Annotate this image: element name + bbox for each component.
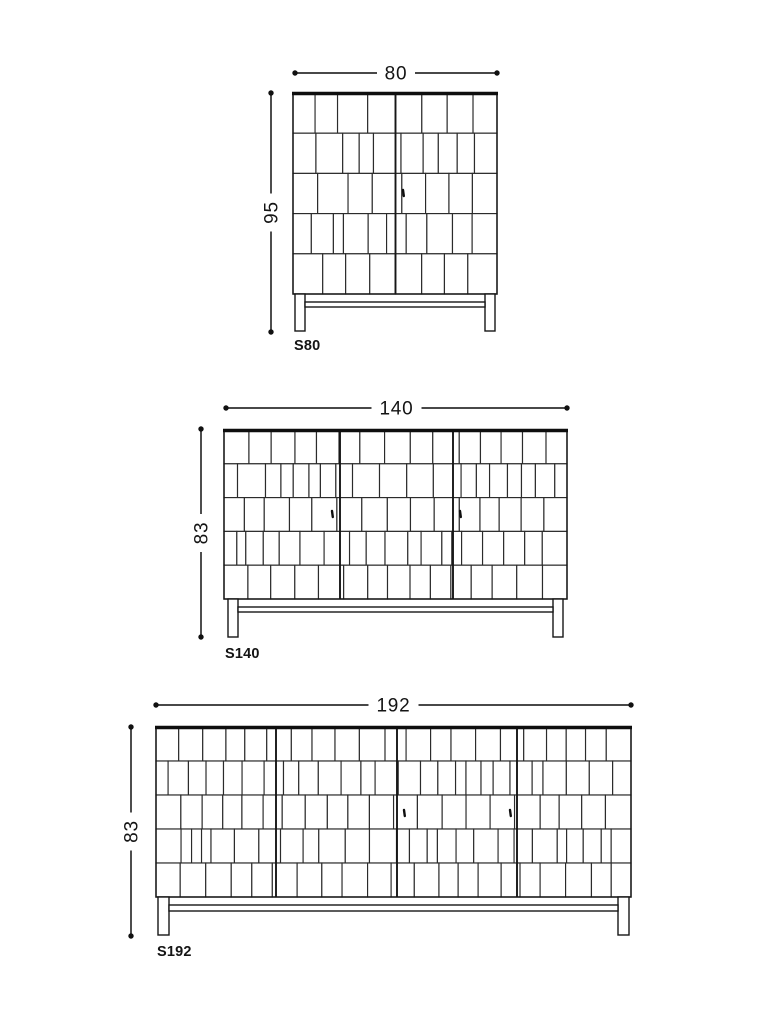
slat bbox=[605, 795, 631, 829]
cabinet-front bbox=[224, 430, 567, 599]
slat bbox=[267, 727, 292, 761]
slat bbox=[461, 464, 476, 498]
slat bbox=[224, 531, 237, 565]
slat bbox=[476, 727, 501, 761]
slat bbox=[410, 498, 434, 532]
slat bbox=[281, 829, 304, 863]
slat bbox=[471, 565, 492, 599]
slat bbox=[476, 464, 489, 498]
slat bbox=[309, 464, 320, 498]
slat bbox=[318, 173, 348, 213]
slat bbox=[348, 795, 370, 829]
slat bbox=[339, 430, 360, 464]
slat bbox=[408, 531, 421, 565]
height-dimension-label: 83 bbox=[191, 521, 213, 545]
slat bbox=[583, 829, 601, 863]
slat bbox=[320, 464, 335, 498]
slat bbox=[224, 565, 248, 599]
slat bbox=[540, 795, 559, 829]
slat bbox=[373, 133, 401, 173]
slat bbox=[427, 214, 453, 254]
slat bbox=[442, 795, 466, 829]
slat bbox=[271, 430, 295, 464]
slat bbox=[433, 464, 461, 498]
slat bbox=[293, 93, 315, 133]
slat bbox=[202, 795, 223, 829]
slat bbox=[422, 93, 447, 133]
width-dimension bbox=[292, 64, 499, 85]
slat bbox=[348, 173, 372, 213]
slat bbox=[410, 565, 430, 599]
slat bbox=[264, 761, 283, 795]
slat bbox=[248, 565, 271, 599]
width-dimension bbox=[153, 696, 633, 717]
slat bbox=[555, 464, 567, 498]
left-leg bbox=[228, 599, 238, 637]
slat bbox=[535, 464, 554, 498]
slat bbox=[397, 829, 410, 863]
slat bbox=[263, 795, 282, 829]
stretcher-rail bbox=[305, 302, 485, 307]
slat bbox=[224, 498, 244, 532]
slat bbox=[586, 727, 607, 761]
slat bbox=[281, 464, 293, 498]
dimension-endpoint-dot bbox=[494, 70, 499, 75]
handle-tick-icon bbox=[404, 810, 405, 816]
slat bbox=[246, 531, 263, 565]
slat bbox=[156, 863, 180, 897]
slat bbox=[282, 795, 305, 829]
slat bbox=[613, 761, 631, 795]
slat bbox=[238, 464, 266, 498]
slat bbox=[372, 173, 402, 213]
slat bbox=[271, 565, 295, 599]
slat bbox=[224, 761, 243, 795]
slat bbox=[206, 761, 223, 795]
slat bbox=[350, 531, 367, 565]
slat bbox=[515, 795, 541, 829]
left-leg bbox=[158, 897, 169, 935]
height-dimension-label: 95 bbox=[261, 201, 283, 224]
slat bbox=[456, 829, 474, 863]
dimension-endpoint-dot bbox=[268, 90, 273, 95]
width-dimension-label: 140 bbox=[379, 398, 414, 420]
slat bbox=[500, 727, 523, 761]
slat bbox=[366, 531, 385, 565]
width-dimension-label: 80 bbox=[384, 63, 408, 85]
slat bbox=[226, 727, 245, 761]
slat bbox=[323, 254, 346, 294]
handle-tick-icon bbox=[460, 511, 461, 517]
slat bbox=[368, 93, 396, 133]
drawing-s140 bbox=[192, 399, 570, 663]
slat bbox=[319, 829, 345, 863]
slat bbox=[245, 727, 267, 761]
slat bbox=[259, 829, 281, 863]
dimension-endpoint-dot bbox=[268, 329, 273, 334]
slat bbox=[361, 761, 375, 795]
slat bbox=[380, 464, 407, 498]
slat bbox=[156, 829, 181, 863]
slat bbox=[305, 795, 327, 829]
slat bbox=[421, 531, 442, 565]
slat bbox=[266, 464, 281, 498]
slat bbox=[180, 863, 206, 897]
slat bbox=[481, 761, 493, 795]
slat bbox=[293, 214, 311, 254]
slat bbox=[498, 829, 514, 863]
slat bbox=[422, 254, 445, 294]
stretcher-rail bbox=[169, 905, 618, 911]
slat bbox=[504, 531, 525, 565]
slat bbox=[156, 761, 168, 795]
slat bbox=[223, 795, 242, 829]
slat bbox=[480, 498, 499, 532]
slat bbox=[543, 565, 568, 599]
slat bbox=[543, 761, 566, 795]
right-leg bbox=[485, 294, 495, 331]
slat bbox=[532, 829, 557, 863]
slat bbox=[242, 761, 264, 795]
slat bbox=[473, 93, 497, 133]
slat bbox=[327, 795, 348, 829]
slat bbox=[468, 254, 497, 294]
slat bbox=[375, 761, 398, 795]
slat bbox=[179, 727, 203, 761]
slat bbox=[456, 761, 466, 795]
slat bbox=[181, 829, 192, 863]
slat bbox=[546, 430, 567, 464]
slat bbox=[342, 863, 368, 897]
slat bbox=[407, 464, 434, 498]
slat bbox=[343, 214, 368, 254]
slat bbox=[224, 430, 249, 464]
slat bbox=[547, 727, 567, 761]
slat bbox=[181, 795, 202, 829]
cabinet-front bbox=[156, 727, 631, 897]
slat bbox=[557, 829, 566, 863]
height-dimension-label: 83 bbox=[121, 820, 143, 843]
slat bbox=[458, 863, 478, 897]
slat bbox=[345, 829, 369, 863]
slat bbox=[264, 498, 289, 532]
dimension-endpoint-dot bbox=[128, 933, 133, 938]
slat bbox=[341, 761, 361, 795]
slat bbox=[312, 727, 335, 761]
handle-tick-icon bbox=[403, 190, 404, 196]
slat bbox=[242, 795, 263, 829]
slat bbox=[493, 761, 510, 795]
slat bbox=[466, 761, 481, 795]
model-label: S140 bbox=[225, 646, 260, 662]
slat bbox=[459, 430, 480, 464]
slat bbox=[156, 795, 181, 829]
slat bbox=[433, 430, 459, 464]
slat bbox=[591, 863, 611, 897]
model-label: S80 bbox=[294, 338, 321, 354]
slat bbox=[478, 863, 501, 897]
slat bbox=[499, 498, 521, 532]
slat bbox=[316, 430, 339, 464]
slat bbox=[410, 430, 432, 464]
slat bbox=[395, 93, 421, 133]
slat bbox=[559, 795, 582, 829]
slat bbox=[279, 531, 300, 565]
slat bbox=[368, 214, 386, 254]
slat bbox=[401, 133, 423, 173]
slat bbox=[414, 863, 439, 897]
slat bbox=[611, 863, 631, 897]
slat bbox=[343, 133, 359, 173]
slat bbox=[234, 829, 258, 863]
slat bbox=[335, 727, 359, 761]
slat bbox=[362, 498, 388, 532]
slat bbox=[566, 727, 585, 761]
dimension-endpoint-dot bbox=[223, 405, 228, 410]
slat bbox=[224, 464, 238, 498]
slat bbox=[369, 829, 396, 863]
slat bbox=[472, 173, 497, 213]
slat bbox=[316, 133, 343, 173]
model-label: S192 bbox=[157, 944, 192, 960]
dimension-endpoint-dot bbox=[128, 724, 133, 729]
left-leg bbox=[295, 294, 305, 331]
slat bbox=[474, 829, 498, 863]
dimension-endpoint-dot bbox=[153, 702, 158, 707]
slat bbox=[385, 430, 411, 464]
slat bbox=[300, 531, 324, 565]
slat bbox=[423, 133, 438, 173]
slat bbox=[501, 430, 522, 464]
slat bbox=[490, 464, 508, 498]
slat bbox=[322, 863, 342, 897]
slat bbox=[589, 761, 612, 795]
right-leg bbox=[553, 599, 563, 637]
slat bbox=[452, 214, 472, 254]
slat bbox=[438, 133, 457, 173]
slat bbox=[427, 829, 437, 863]
slat bbox=[510, 761, 532, 795]
slat bbox=[289, 498, 311, 532]
slat bbox=[360, 430, 385, 464]
slat bbox=[385, 531, 408, 565]
dimension-endpoint-dot bbox=[628, 702, 633, 707]
slat bbox=[344, 565, 368, 599]
slat bbox=[521, 464, 535, 498]
handle-tick-icon bbox=[510, 810, 511, 816]
slat bbox=[395, 254, 421, 294]
slat bbox=[203, 727, 226, 761]
slat bbox=[525, 531, 543, 565]
slat bbox=[231, 863, 252, 897]
slat bbox=[566, 761, 589, 795]
slat bbox=[474, 133, 497, 173]
slat bbox=[430, 565, 450, 599]
height-dimension bbox=[192, 426, 213, 639]
slat bbox=[492, 565, 517, 599]
slat bbox=[206, 863, 232, 897]
slat bbox=[417, 795, 442, 829]
handle-tick-icon bbox=[332, 511, 333, 517]
slat bbox=[192, 829, 202, 863]
drawing-s80 bbox=[262, 64, 500, 355]
slat bbox=[284, 761, 299, 795]
slat bbox=[442, 531, 452, 565]
dimension-endpoint-dot bbox=[198, 634, 203, 639]
slat bbox=[523, 430, 547, 464]
slat bbox=[437, 829, 456, 863]
cabinet-base bbox=[158, 897, 629, 935]
slat bbox=[324, 531, 349, 565]
dimension-endpoint-dot bbox=[198, 426, 203, 431]
slat bbox=[336, 464, 353, 498]
width-dimension bbox=[223, 399, 569, 420]
slat bbox=[421, 761, 438, 795]
slat bbox=[295, 565, 319, 599]
slat bbox=[359, 133, 373, 173]
slat bbox=[156, 727, 179, 761]
slat bbox=[359, 727, 385, 761]
slat bbox=[293, 464, 309, 498]
slat bbox=[406, 727, 431, 761]
slat bbox=[520, 863, 540, 897]
slat bbox=[333, 214, 343, 254]
cabinet-base bbox=[228, 599, 563, 637]
slat bbox=[444, 254, 467, 294]
dimension-endpoint-dot bbox=[564, 405, 569, 410]
slat bbox=[472, 214, 497, 254]
slat bbox=[318, 761, 341, 795]
drawing-s192 bbox=[122, 696, 634, 961]
slat bbox=[601, 829, 611, 863]
slat bbox=[439, 863, 458, 897]
slat bbox=[388, 565, 411, 599]
slat bbox=[237, 531, 246, 565]
slat bbox=[202, 829, 211, 863]
slat bbox=[385, 727, 406, 761]
slat bbox=[517, 565, 543, 599]
slat bbox=[542, 531, 567, 565]
slat bbox=[315, 93, 337, 133]
slat bbox=[368, 863, 392, 897]
slat bbox=[368, 565, 388, 599]
slat bbox=[293, 173, 318, 213]
slat bbox=[299, 761, 319, 795]
slat bbox=[293, 133, 316, 173]
slat bbox=[295, 430, 317, 464]
slat bbox=[466, 795, 490, 829]
slat bbox=[606, 727, 631, 761]
slat bbox=[398, 761, 420, 795]
slat bbox=[480, 430, 501, 464]
slat bbox=[431, 727, 451, 761]
slat bbox=[449, 173, 472, 213]
slat bbox=[369, 795, 393, 829]
slat bbox=[532, 761, 543, 795]
slat bbox=[263, 531, 279, 565]
cabinet-base bbox=[295, 294, 495, 331]
slat bbox=[544, 498, 567, 532]
slat bbox=[387, 498, 410, 532]
slat bbox=[457, 133, 474, 173]
slat bbox=[211, 829, 234, 863]
slat bbox=[168, 761, 188, 795]
slat bbox=[521, 498, 544, 532]
width-dimension-label: 192 bbox=[376, 695, 411, 717]
slat bbox=[462, 531, 483, 565]
slat bbox=[293, 254, 323, 294]
slat bbox=[540, 863, 565, 897]
slat bbox=[303, 829, 319, 863]
slat bbox=[438, 761, 456, 795]
slat bbox=[507, 464, 521, 498]
slat bbox=[291, 727, 312, 761]
slat bbox=[409, 829, 427, 863]
slat bbox=[483, 531, 504, 565]
slat bbox=[338, 93, 368, 133]
slat bbox=[582, 795, 606, 829]
slat bbox=[188, 761, 206, 795]
slat bbox=[252, 863, 273, 897]
slat bbox=[353, 464, 380, 498]
slat bbox=[249, 430, 271, 464]
dimension-endpoint-dot bbox=[292, 70, 297, 75]
slat bbox=[297, 863, 322, 897]
slat bbox=[406, 214, 427, 254]
slat bbox=[346, 254, 370, 294]
slat bbox=[451, 727, 476, 761]
slat bbox=[567, 829, 584, 863]
slat bbox=[426, 173, 449, 213]
slat bbox=[311, 214, 333, 254]
slat bbox=[391, 863, 414, 897]
height-dimension bbox=[262, 90, 283, 334]
slat bbox=[447, 93, 473, 133]
slat bbox=[402, 173, 426, 213]
slat bbox=[370, 254, 396, 294]
slat bbox=[244, 498, 264, 532]
slat bbox=[611, 829, 631, 863]
stretcher-rail bbox=[238, 607, 553, 612]
slat bbox=[566, 863, 592, 897]
slat bbox=[524, 727, 547, 761]
right-leg bbox=[618, 897, 629, 935]
height-dimension bbox=[122, 724, 143, 938]
slat bbox=[434, 498, 459, 532]
slat bbox=[459, 498, 480, 532]
